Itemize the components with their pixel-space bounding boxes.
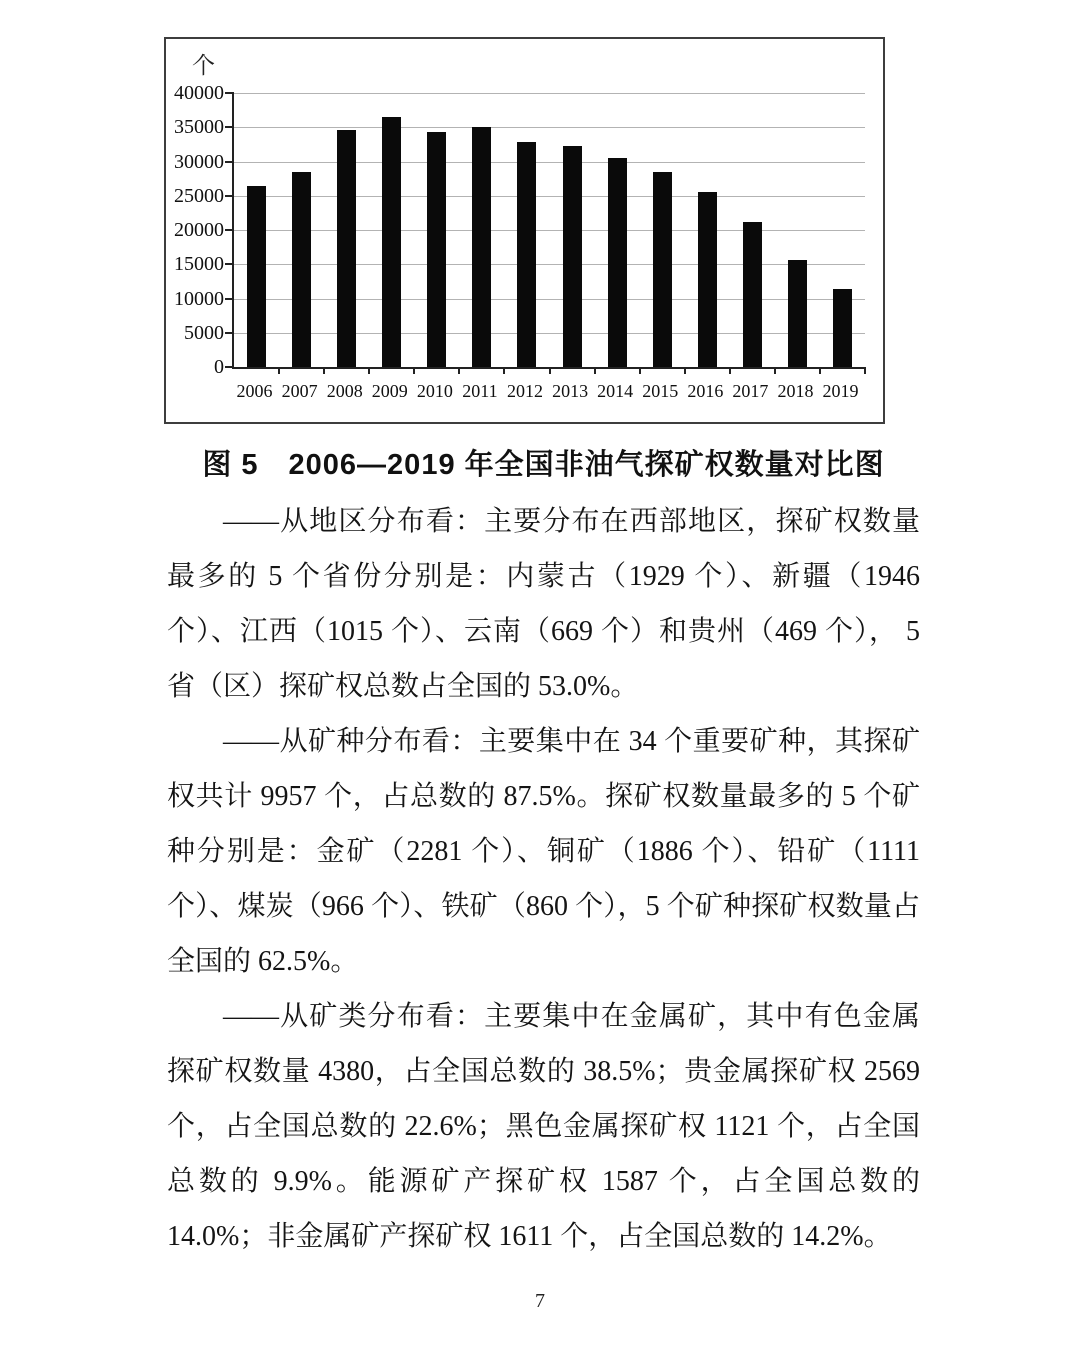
gridline-15000 xyxy=(234,264,865,265)
y-tick-20000 xyxy=(225,229,234,231)
x-axis-label-2006: 2006 xyxy=(236,381,273,401)
x-axis-label-2017: 2017 xyxy=(732,381,769,401)
x-axis-label-2007: 2007 xyxy=(281,381,318,401)
plot-area xyxy=(232,93,865,369)
x-axis-labels xyxy=(232,381,863,407)
x-axis-label-2014: 2014 xyxy=(597,381,634,401)
x-axis-label-2009: 2009 xyxy=(371,381,408,401)
y-axis-label-15000: 15000 xyxy=(174,253,224,276)
bar-2013 xyxy=(563,146,582,367)
y-tick-30000 xyxy=(225,161,234,163)
bar-2008 xyxy=(337,130,356,367)
y-axis-unit-label: 个 xyxy=(192,53,215,78)
y-axis-label-5000: 5000 xyxy=(184,321,224,344)
bar-2017 xyxy=(743,222,762,367)
y-tick-5000 xyxy=(225,332,234,334)
y-axis-label-20000: 20000 xyxy=(174,219,224,241)
y-tick-35000 xyxy=(225,126,234,128)
bar-2019 xyxy=(833,289,852,367)
y-axis-label-30000: 30000 xyxy=(174,150,224,173)
x-axis-label-2019: 2019 xyxy=(822,381,859,401)
bar-2015 xyxy=(653,172,672,367)
x-tick-2012 xyxy=(549,367,551,374)
y-axis-label-0: 0 xyxy=(214,356,224,378)
x-tick-2017 xyxy=(774,367,776,374)
y-axis-label-25000: 25000 xyxy=(174,184,224,207)
gridline-30000 xyxy=(234,162,865,163)
x-tick-2014 xyxy=(639,367,641,374)
x-tick-2010 xyxy=(458,367,460,374)
gridline-25000 xyxy=(234,196,865,197)
x-axis-label-2013: 2013 xyxy=(552,381,589,401)
gridline-35000 xyxy=(234,127,865,128)
x-tick-2019 xyxy=(864,367,866,374)
y-tick-40000 xyxy=(225,92,234,94)
y-tick-0 xyxy=(225,366,234,368)
x-axis-label-2011: 2011 xyxy=(462,381,498,401)
bar-2011 xyxy=(472,127,491,367)
bar-2014 xyxy=(608,158,627,367)
y-axis-label-40000: 40000 xyxy=(174,82,224,104)
y-tick-25000 xyxy=(225,195,234,197)
x-tick-2015 xyxy=(684,367,686,374)
x-tick-2009 xyxy=(413,367,415,374)
y-tick-15000 xyxy=(225,263,234,265)
paragraph-region-distribution: ——从地区分布看：主要分布在西部地区，探矿权数量最多的 5 个省份分别是：内蒙古（1929 个）、新疆（1946 个）、江西（1015 个）、云南（669 个）和贵州（469 个）， 5 省（区）探矿权总数占全国的 53.0%。 xyxy=(167,506,920,702)
x-tick-2008 xyxy=(368,367,370,374)
y-axis-label-10000: 10000 xyxy=(174,287,224,310)
y-axis-label-35000: 35000 xyxy=(174,116,224,139)
figure-caption: 图 5 2006—2019 年全国非油气探矿权数量对比图 xyxy=(202,449,885,481)
paragraph-mineral-type-distribution: ——从矿种分布看：主要集中在 34 个重要矿种，其探矿权共计 9957 个，占总数的 87.5%。探矿权数量最多的 5 个矿种分别是：金矿（2281 个）、铜矿（1886 个）、铅矿（1111 个）、煤炭（966 个）、铁矿（860 个），5 个矿种探矿权数量占全国的 62.5%。 xyxy=(167,726,920,977)
x-tick-2016 xyxy=(729,367,731,374)
x-tick-2018 xyxy=(819,367,821,374)
bar-2012 xyxy=(517,142,536,367)
gridline-10000 xyxy=(234,299,865,300)
figure-chart-frame xyxy=(164,37,885,424)
x-axis-label-2016: 2016 xyxy=(687,381,724,401)
x-axis-label-2018: 2018 xyxy=(777,381,814,401)
y-tick-10000 xyxy=(225,298,234,300)
bar-2010 xyxy=(427,132,446,367)
paragraph-mineral-class-distribution: ——从矿类分布看：主要集中在金属矿，其中有色金属探矿权数量 4380，占全国总数的 38.5%；贵金属探矿权 2569 个，占全国总数的 22.6%；黑色金属探矿权 1121 个，占全国总数的 9.9%。能源矿产探矿权 1587 个，占全国总数的 14.0%；非金属矿产探矿权 1611 个，占全国总数的 14.2%。 xyxy=(167,1001,920,1252)
x-tick-2011 xyxy=(503,367,505,374)
bar-2009 xyxy=(382,117,401,367)
gridline-20000 xyxy=(234,230,865,231)
body-text xyxy=(167,494,920,1264)
gridline-5000 xyxy=(234,333,865,334)
bar-2006 xyxy=(247,186,266,367)
bar-2007 xyxy=(292,172,311,367)
x-axis-label-2008: 2008 xyxy=(326,381,363,401)
gridline-40000 xyxy=(234,93,865,94)
x-tick-2013 xyxy=(594,367,596,374)
x-tick-2006 xyxy=(278,367,280,374)
bar-2018 xyxy=(788,260,807,367)
x-axis-label-2010: 2010 xyxy=(416,381,453,401)
x-axis-label-2015: 2015 xyxy=(642,381,679,401)
page-number: 7 xyxy=(535,1290,545,1312)
x-axis-label-2012: 2012 xyxy=(507,381,543,401)
x-tick-2007 xyxy=(323,367,325,374)
bar-2016 xyxy=(698,192,717,367)
